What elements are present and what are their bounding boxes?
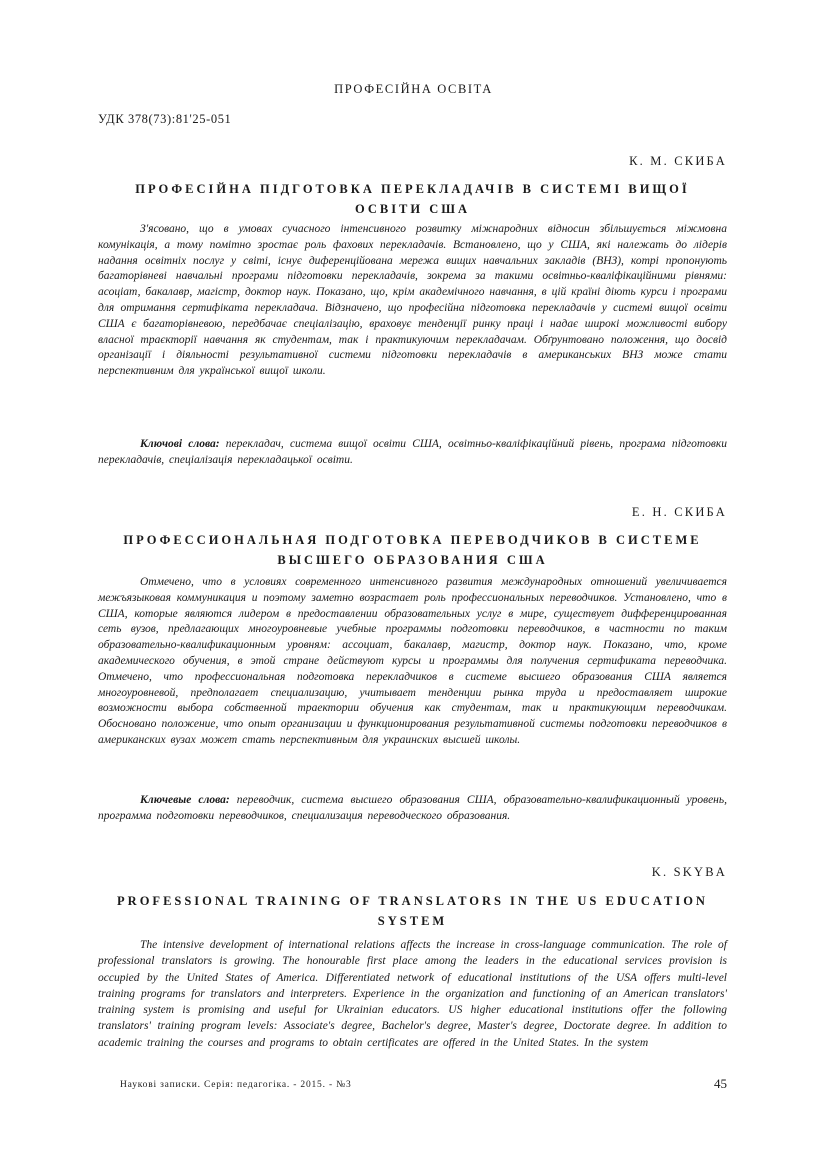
abstract-text: The intensive development of international relations affects the increase in cross-language communication. The role of professional translators is growing. The honourable first place among the leaders in the educational services provision is occupied by the United States of America. Differentiated network of educational institutions of the USA offers multi-level training programs for translators and interpreters. Experience in the organization and functioning of an American translators' training system is promising and useful for Ukrainian educators. US higher educational institutions offer the following translators' training program levels: Associate's degree, Bachelor's degree, Master's degree, Doctorate degree. In addition to academic training the courses and programs to obtain certificates are offered in the United States. In the system bbox=[98, 939, 727, 1049]
title-line-1: ПРОФЕССИОНАЛЬНАЯ ПОДГОТОВКА ПЕРЕВОДЧИКОВ В СИСТЕМЕ bbox=[123, 533, 702, 547]
page-number: 45 bbox=[714, 1076, 727, 1091]
title-english bbox=[98, 891, 727, 931]
title-ukrainian bbox=[98, 179, 727, 219]
author-english: K. SKYBA bbox=[651, 865, 727, 879]
abstract-text: Отмечено, что в условиях современного интенсивного развития международных отношений увеличивается межъязыковая коммуникация и поэтому заметно возрастает роль профессиональных переводчиков. Установлено, что в США, которые являются лидером в предоставлении образовательных услуг в мире, существует дифференцированная сеть вузов, предлагающих многоуровневые учебные программы подготовки переводчиков, в частности по таким образовательно-квалификационным уровням: ассоциат, бакалавр, магистр, доктор наук. Показано, что, кроме академического обучения, в этой стране действуют курсы и программы для получения сертификата переводчика. Отмечено, что профессиональная подготовка перекладчиков в системе высшего образования США является многоуровневой, предполагает специализацию, учитывает тенденции рынка труда и предоставляет широкие возможности выбора собственной траектории обучения как студентам, так и практикующим переводчикам. Обосновано положение, что опыт организации и функционирования результативной системы подготовки переводчиков в американских вузах может стать перспективным для украинских высшей школы. bbox=[98, 576, 727, 746]
keywords-label: Ключевые слова: bbox=[140, 794, 230, 806]
keywords-text: переводчик, система высшего образования США, образовательно-квалификационный уровень, программа подготовки переводчиков, специализация переводческого образования. bbox=[98, 794, 727, 822]
title-line-2: ОСВІТИ США bbox=[354, 202, 471, 216]
abstract-text: З'ясовано, що в умовах сучасного інтенсивного розвитку міжнародних відносин збільшується міжмовна комунікація, а тому помітно зростає роль фахових перекладачів. Встановлено, що у США, які належать до лідерів надання освітніх послуг у світі, існує диференційована мережа вищих навчальних закладів (ВНЗ), котрі пропонують багаторівневі навчальні програми підготовки перекладачів, зокрема за такими освітньо-кваліфікаційними рівнями: асоціат, бакалавр, магістр, доктор наук. Показано, що, крім академічного навчання, в цій країні діють курси і програми для отримання сертифіката перекладача. Відзначено, що професійна підготовка перекладачів у системі вищої освіти США є багаторівневою, передбачає спеціалізацію, враховує тенденції ринку праці і надає широкі можливості вибору власної траєкторії навчання як студентам, так і практикуючим перекладачам. Обґрунтовано положення, що досвід організації і діяльності результативної системи підготовки перекладачів в американських ВНЗ може стати перспективним для української вищої школи. bbox=[98, 223, 727, 378]
keywords-russian bbox=[98, 793, 727, 825]
running-head: ПРОФЕСІЙНА ОСВІТА bbox=[334, 82, 493, 96]
udk-code: УДК 378(73):81'25-051 bbox=[98, 112, 232, 126]
journal-footer: Наукові записки. Серія: педагогіка. - 2015. - №3 bbox=[120, 1080, 352, 1090]
title-line-2: ВЫСШЕГО ОБРАЗОВАНИЯ США bbox=[277, 553, 548, 567]
abstract-ukrainian bbox=[98, 222, 727, 380]
keywords-ukrainian bbox=[98, 437, 727, 469]
title-line-1: PROFESSIONAL TRAINING OF TRANSLATORS IN THE US EDUCATION bbox=[117, 894, 708, 908]
author-ukrainian: К. М. СКИБА bbox=[629, 154, 727, 168]
abstract-english bbox=[98, 937, 727, 1051]
title-line-2: SYSTEM bbox=[377, 914, 448, 928]
title-line-1: ПРОФЕСІЙНА ПІДГОТОВКА ПЕРЕКЛАДАЧІВ В СИСТЕМІ ВИЩОЇ bbox=[135, 182, 690, 196]
abstract-russian bbox=[98, 575, 727, 749]
keywords-text: перекладач, система вищої освіти США, освітньо-кваліфікаційний рівень, програма підготовки перекладачів, спеціалізація перекладацької освіти. bbox=[98, 438, 727, 466]
title-russian bbox=[98, 530, 727, 570]
keywords-label: Ключові слова: bbox=[140, 438, 220, 450]
author-russian: Е. Н. СКИБА bbox=[631, 505, 727, 519]
